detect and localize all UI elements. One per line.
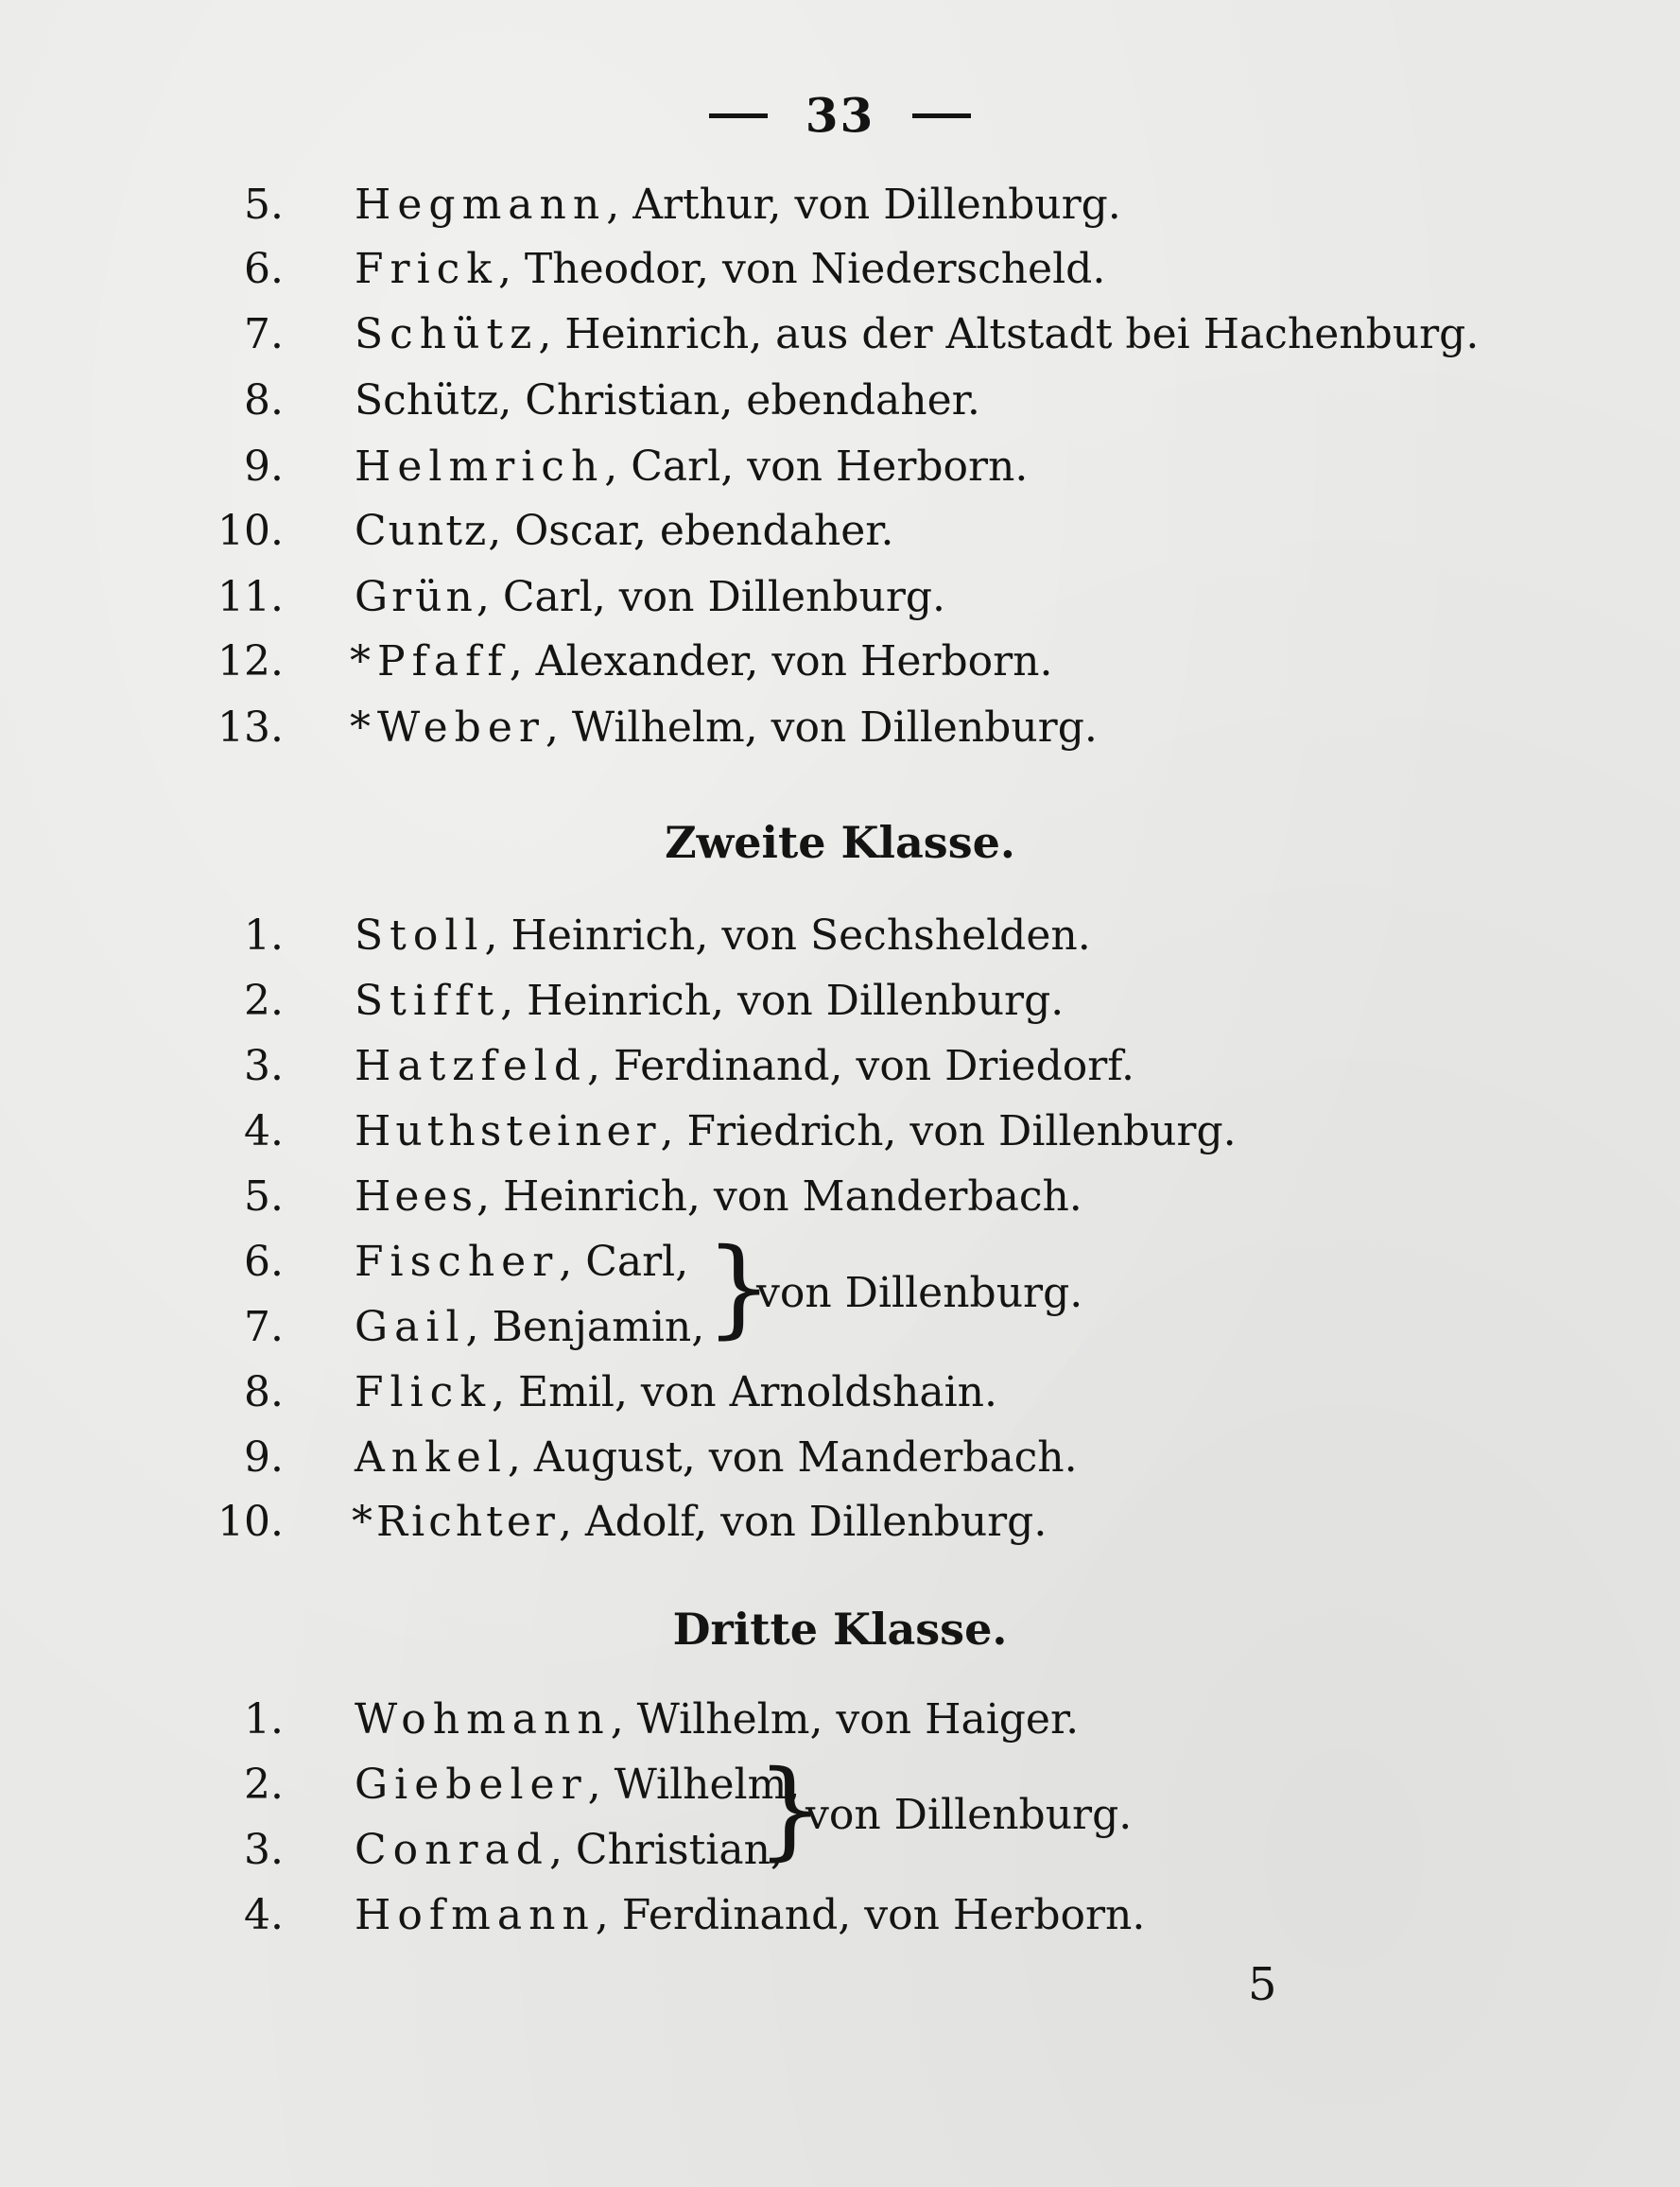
- entry-number: 10.: [217, 507, 284, 555]
- header-dash-right: [912, 113, 971, 118]
- entry-details: , Oscar, ebendaher.: [488, 507, 894, 555]
- entry-number: 7.: [244, 310, 284, 358]
- entry-number: 1.: [244, 1695, 284, 1744]
- entry-number: 4.: [244, 1891, 284, 1939]
- entry-number: 6.: [244, 1238, 284, 1286]
- entry-details: , Christian,: [548, 1826, 784, 1874]
- entry-details: , August, von Manderbach.: [507, 1433, 1078, 1482]
- brace: }: [756, 1748, 824, 1871]
- entry-surname: Stifft: [355, 977, 501, 1025]
- entry-number: 11.: [217, 573, 284, 621]
- entry-surname: Helmrich: [355, 443, 605, 491]
- entry-details: , Heinrich, aus der Altstadt bei Hachenburg.: [538, 310, 1480, 358]
- entry-details: , Ferdinand, von Driedorf.: [587, 1042, 1134, 1090]
- section-heading-second-class: Zweite Klasse.: [665, 817, 1015, 868]
- entry-number: 10.: [217, 1498, 284, 1546]
- brace-label: von Dillenburg.: [756, 1269, 1083, 1317]
- entry-surname: Hofmann: [355, 1891, 596, 1939]
- entry-details: , Friedrich, von Dillenburg.: [660, 1107, 1237, 1155]
- entry-surname: Hegmann: [355, 181, 607, 229]
- entry-details: , Heinrich, von Sechshelden.: [484, 911, 1091, 960]
- entry-details: , Carl, von Dillenburg.: [476, 573, 946, 621]
- entry-number: 8.: [244, 1368, 284, 1416]
- entry-number: 9.: [244, 1433, 284, 1482]
- entry-details: , Emil, von Arnoldshain.: [491, 1368, 998, 1416]
- entry-surname: Stoll: [355, 911, 485, 960]
- entry-number: 5.: [244, 181, 284, 229]
- entry-details: , Wilhelm, von Haiger.: [610, 1695, 1080, 1744]
- section-heading-third-class: Dritte Klasse.: [672, 1604, 1008, 1655]
- entry-surname: Conrad: [355, 1826, 549, 1874]
- entry-number: 2.: [244, 977, 284, 1025]
- entry-number: 7.: [244, 1303, 284, 1351]
- entry-surname: Huthsteiner: [355, 1107, 661, 1155]
- entry-details: , Christian, ebendaher.: [498, 376, 980, 425]
- entry-surname: Wohmann: [355, 1695, 611, 1744]
- entry-details: , Ferdinand, von Herborn.: [595, 1891, 1146, 1939]
- entry-surname: Hatzfeld: [355, 1042, 588, 1090]
- header-dash-left: [709, 113, 768, 118]
- entry-number: 4.: [244, 1107, 284, 1155]
- brace: }: [705, 1226, 773, 1349]
- entry-details: , Adolf, von Dillenburg.: [558, 1498, 1048, 1546]
- entry-surname: Giebeler: [355, 1761, 588, 1809]
- entry-details: , Wilhelm, von Dillenburg.: [545, 703, 1098, 752]
- signature-mark: 5: [1248, 1958, 1277, 2011]
- entry-details: , Wilhelm,: [587, 1761, 801, 1809]
- page-number: 33: [805, 87, 875, 144]
- entry-surname: *Pfaff: [350, 637, 510, 686]
- entry-number: 9.: [244, 443, 284, 491]
- entry-number: 3.: [244, 1826, 284, 1874]
- entry-surname: Gail: [355, 1303, 466, 1351]
- entry-details: , Benjamin,: [465, 1303, 705, 1351]
- entry-number: 13.: [217, 703, 284, 752]
- entry-number: 8.: [244, 376, 284, 425]
- entry-number: 12.: [217, 637, 284, 686]
- entry-surname: *Weber: [350, 703, 546, 752]
- entry-surname: Hees: [355, 1172, 477, 1221]
- entry-number: 1.: [244, 911, 284, 960]
- entry-surname: Fischer: [355, 1238, 560, 1286]
- entry-surname: Grün: [355, 573, 476, 621]
- entry-number: 2.: [244, 1761, 284, 1809]
- entry-surname: Flick: [355, 1368, 492, 1416]
- entry-details: , Heinrich, von Dillenburg.: [500, 977, 1065, 1025]
- entry-number: 6.: [244, 245, 284, 293]
- entry-details: , Carl,: [559, 1238, 689, 1286]
- entry-details: , Theodor, von Niederscheld.: [497, 245, 1106, 293]
- entry-surname: Schütz: [355, 310, 539, 358]
- page-header: [0, 83, 1680, 144]
- entry-surname: Schütz: [355, 376, 499, 425]
- entry-surname: Cuntz: [355, 507, 489, 555]
- brace-label: von Dillenburg.: [805, 1791, 1133, 1839]
- entry-details: , Arthur, von Dillenburg.: [606, 181, 1121, 229]
- entry-details: , Heinrich, von Manderbach.: [476, 1172, 1082, 1221]
- entry-details: , Carl, von Herborn.: [604, 443, 1029, 491]
- entry-details: , Alexander, von Herborn.: [509, 637, 1053, 686]
- entry-number: 3.: [244, 1042, 284, 1090]
- entry-surname: Ankel: [355, 1433, 508, 1482]
- entry-surname: *Richter: [352, 1498, 559, 1546]
- entry-surname: Frick: [355, 245, 498, 293]
- entry-number: 5.: [244, 1172, 284, 1221]
